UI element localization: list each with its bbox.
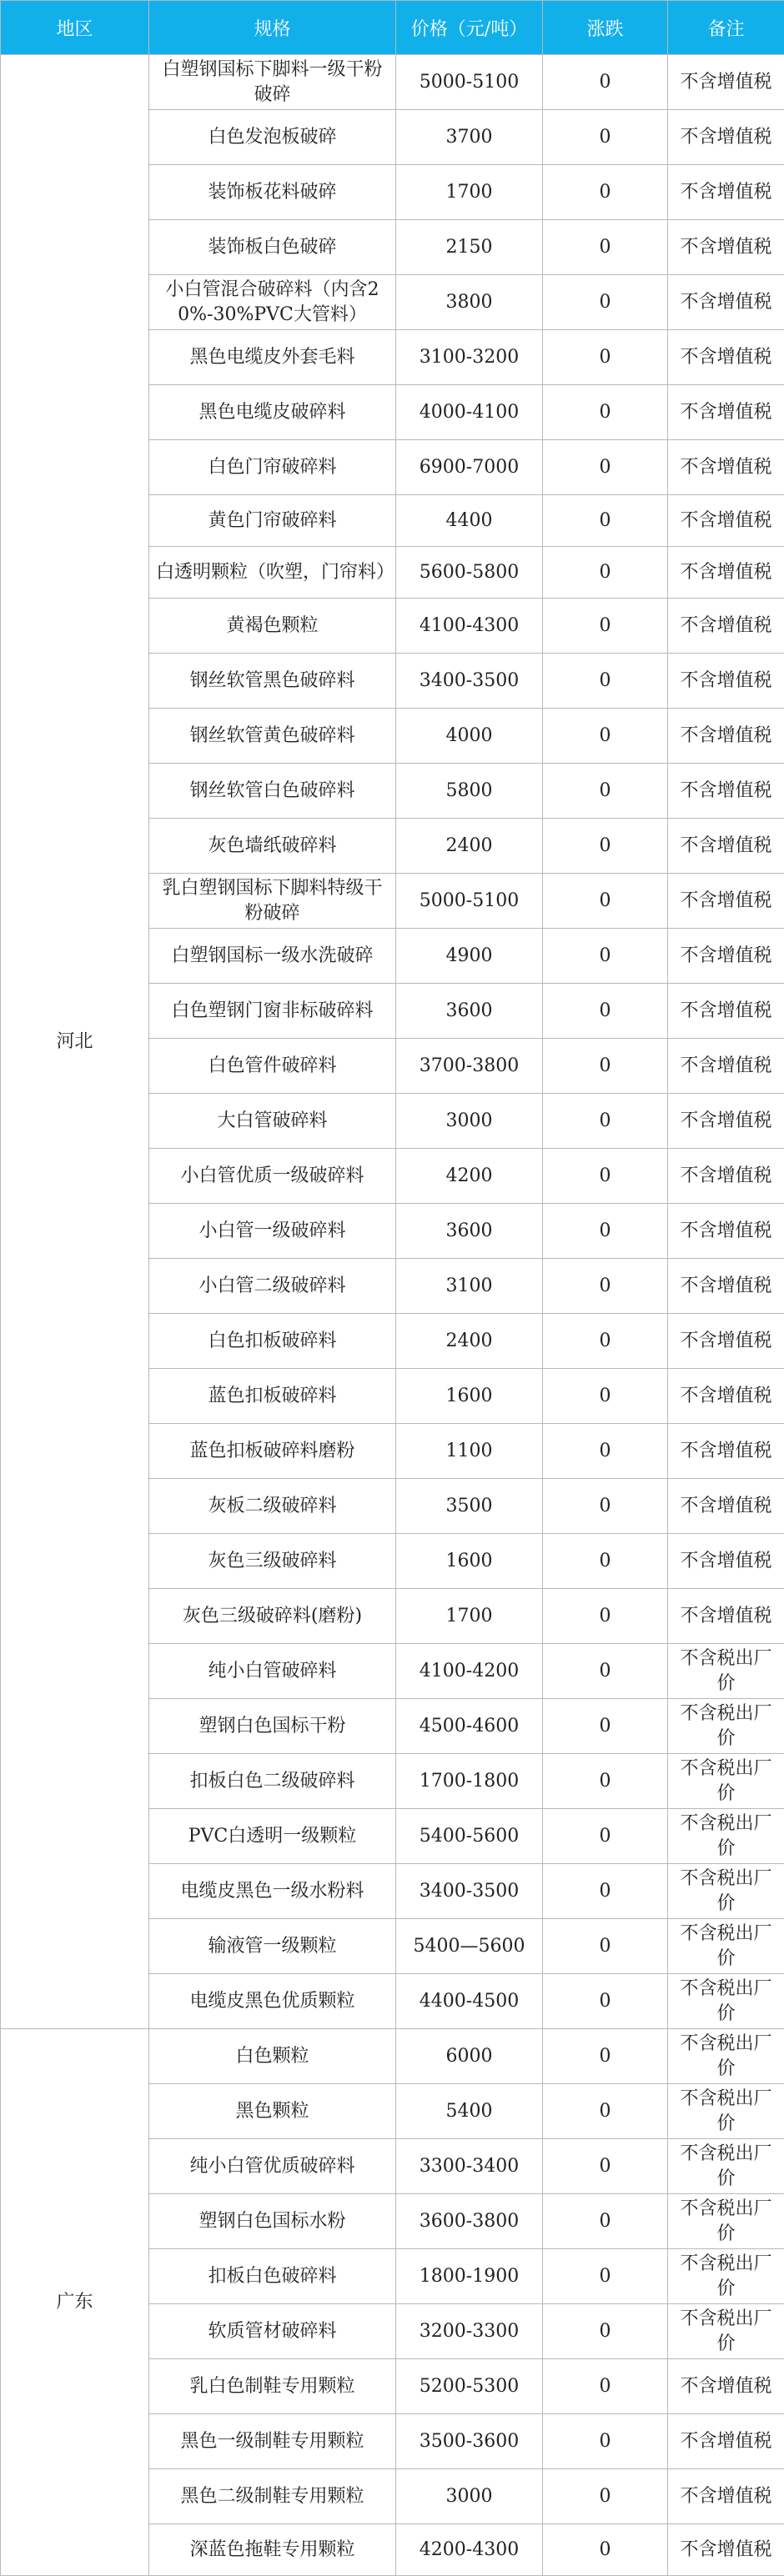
note-cell: 不含增值税 (668, 110, 784, 165)
table-body (1, 55, 784, 2576)
price-cell: 2150 (396, 220, 543, 275)
change-cell: 0 (543, 110, 668, 165)
price-cell: 3700 (396, 110, 543, 165)
note-cell: 不含增值税 (668, 764, 784, 819)
note-cell: 不含增值税 (668, 1589, 784, 1644)
header-change: 涨跌 (543, 1, 668, 55)
spec-cell: 钢丝软管白色破碎料 (149, 764, 396, 819)
change-cell: 0 (543, 2524, 668, 2576)
table-row (1, 2029, 784, 2084)
change-cell: 0 (543, 1589, 668, 1644)
change-cell: 0 (543, 330, 668, 385)
price-cell: 3000 (396, 2469, 543, 2524)
spec-cell: 黑色二级制鞋专用颗粒 (149, 2469, 396, 2524)
note-cell: 不含税出厂价 (668, 1919, 784, 1974)
note-cell: 不含增值税 (668, 220, 784, 275)
change-cell: 0 (543, 1919, 668, 1974)
price-cell: 2400 (396, 819, 543, 874)
price-cell: 3000 (396, 1094, 543, 1149)
price-cell: 1700 (396, 1589, 543, 1644)
spec-cell: 装饰板白色破碎 (149, 220, 396, 275)
change-cell: 0 (543, 2359, 668, 2414)
change-cell: 0 (543, 654, 668, 709)
price-cell: 3500 (396, 1479, 543, 1534)
note-cell: 不含增值税 (668, 929, 784, 984)
note-cell: 不含增值税 (668, 495, 784, 547)
change-cell: 0 (543, 1974, 668, 2029)
spec-cell: 乳白塑钢国标下脚料特级干粉破碎 (149, 874, 396, 929)
change-cell: 0 (543, 1259, 668, 1314)
spec-cell: 灰板二级破碎料 (149, 1479, 396, 1534)
note-cell: 不含税出厂价 (668, 1699, 784, 1754)
change-cell: 0 (543, 1479, 668, 1534)
price-cell: 4500-4600 (396, 1699, 543, 1754)
spec-cell: 黑色电缆皮外套毛料 (149, 330, 396, 385)
note-cell: 不含税出厂价 (668, 2084, 784, 2139)
spec-cell: 白色塑钢门窗非标破碎料 (149, 984, 396, 1039)
note-cell: 不含增值税 (668, 1204, 784, 1259)
note-cell: 不含增值税 (668, 165, 784, 220)
change-cell: 0 (543, 385, 668, 440)
note-cell: 不含增值税 (668, 2359, 784, 2414)
spec-cell: 纯小白管优质破碎料 (149, 2139, 396, 2194)
price-cell: 1700 (396, 165, 543, 220)
spec-cell: 白塑钢国标一级水洗破碎 (149, 929, 396, 984)
change-cell: 0 (543, 874, 668, 929)
price-cell: 5800 (396, 764, 543, 819)
price-cell: 3200-3300 (396, 2304, 543, 2359)
change-cell: 0 (543, 495, 668, 547)
note-cell: 不含增值税 (668, 2524, 784, 2576)
price-cell: 5000-5100 (396, 874, 543, 929)
change-cell: 0 (543, 984, 668, 1039)
spec-cell: 装饰板花料破碎 (149, 165, 396, 220)
price-cell: 3300-3400 (396, 2139, 543, 2194)
spec-cell: 电缆皮黑色一级水粉料 (149, 1864, 396, 1919)
note-cell: 不含税出厂价 (668, 1864, 784, 1919)
note-cell: 不含增值税 (668, 1314, 784, 1369)
change-cell: 0 (543, 165, 668, 220)
spec-cell: 黄色门帘破碎料 (149, 495, 396, 547)
price-cell: 3100-3200 (396, 330, 543, 385)
change-cell: 0 (543, 1314, 668, 1369)
change-cell: 0 (543, 1644, 668, 1699)
change-cell: 0 (543, 547, 668, 599)
price-cell: 4100-4300 (396, 599, 543, 654)
price-cell: 4200 (396, 1149, 543, 1204)
header-spec: 规格 (149, 1, 396, 55)
spec-cell: 乳白色制鞋专用颗粒 (149, 2359, 396, 2414)
change-cell: 0 (543, 2084, 668, 2139)
change-cell: 0 (543, 2469, 668, 2524)
change-cell: 0 (543, 764, 668, 819)
spec-cell: 扣板白色二级破碎料 (149, 1754, 396, 1809)
change-cell: 0 (543, 1424, 668, 1479)
price-cell: 6000 (396, 2029, 543, 2084)
price-cell: 4100-4200 (396, 1644, 543, 1699)
table-row (1, 55, 784, 110)
price-cell: 5200-5300 (396, 2359, 543, 2414)
note-cell: 不含税出厂价 (668, 2029, 784, 2084)
price-cell: 3500-3600 (396, 2414, 543, 2469)
spec-cell: 黑色颗粒 (149, 2084, 396, 2139)
note-cell: 不含税出厂价 (668, 1644, 784, 1699)
price-cell: 5600-5800 (396, 547, 543, 599)
price-cell: 4200-4300 (396, 2524, 543, 2576)
spec-cell: 白色管件破碎料 (149, 1039, 396, 1094)
price-cell: 1600 (396, 1369, 543, 1424)
note-cell: 不含增值税 (668, 1369, 784, 1424)
change-cell: 0 (543, 1864, 668, 1919)
note-cell: 不含增值税 (668, 709, 784, 764)
change-cell: 0 (543, 2249, 668, 2304)
change-cell: 0 (543, 275, 668, 330)
note-cell: 不含增值税 (668, 1479, 784, 1534)
change-cell: 0 (543, 929, 668, 984)
spec-cell: 白色扣板破碎料 (149, 1314, 396, 1369)
note-cell: 不含税出厂价 (668, 1754, 784, 1809)
price-cell: 3100 (396, 1259, 543, 1314)
price-cell: 3800 (396, 275, 543, 330)
change-cell: 0 (543, 2139, 668, 2194)
spec-cell: 黄褐色颗粒 (149, 599, 396, 654)
change-cell: 0 (543, 220, 668, 275)
spec-cell: 蓝色扣板破碎料 (149, 1369, 396, 1424)
price-cell: 4400-4500 (396, 1974, 543, 2029)
spec-cell: 输液管一级颗粒 (149, 1919, 396, 1974)
spec-cell: 钢丝软管黄色破碎料 (149, 709, 396, 764)
note-cell: 不含增值税 (668, 1259, 784, 1314)
change-cell: 0 (543, 55, 668, 110)
spec-cell: 白色门帘破碎料 (149, 440, 396, 495)
price-cell: 4400 (396, 495, 543, 547)
price-cell: 5400—5600 (396, 1919, 543, 1974)
spec-cell: 白透明颗粒（吹塑，门帘料） (149, 547, 396, 599)
change-cell: 0 (543, 1699, 668, 1754)
spec-cell: 黑色电缆皮破碎料 (149, 385, 396, 440)
region-cell: 广东 (1, 2029, 149, 2576)
note-cell: 不含增值税 (668, 654, 784, 709)
note-cell: 不含税出厂价 (668, 2194, 784, 2249)
spec-cell: 钢丝软管黑色破碎料 (149, 654, 396, 709)
spec-cell: 小白管优质一级破碎料 (149, 1149, 396, 1204)
change-cell: 0 (543, 1809, 668, 1864)
note-cell: 不含增值税 (668, 275, 784, 330)
price-cell: 4000 (396, 709, 543, 764)
price-cell: 3700-3800 (396, 1039, 543, 1094)
header-price: 价格（元/吨） (396, 1, 543, 55)
spec-cell: 蓝色扣板破碎料磨粉 (149, 1424, 396, 1479)
header-row (1, 1, 784, 55)
spec-cell: 白色发泡板破碎 (149, 110, 396, 165)
price-cell: 6900-7000 (396, 440, 543, 495)
spec-cell: 塑钢白色国标干粉 (149, 1699, 396, 1754)
note-cell: 不含增值税 (668, 385, 784, 440)
change-cell: 0 (543, 1094, 668, 1149)
region-cell: 河北 (1, 55, 149, 2029)
price-cell: 1600 (396, 1534, 543, 1589)
note-cell: 不含增值税 (668, 440, 784, 495)
price-cell: 1800-1900 (396, 2249, 543, 2304)
spec-cell: 软质管材破碎料 (149, 2304, 396, 2359)
price-cell: 5400 (396, 2084, 543, 2139)
spec-cell: 小白管一级破碎料 (149, 1204, 396, 1259)
spec-cell: 深蓝色拖鞋专用颗粒 (149, 2524, 396, 2576)
spec-cell: 灰色三级破碎料(磨粉) (149, 1589, 396, 1644)
price-cell: 3600 (396, 984, 543, 1039)
note-cell: 不含增值税 (668, 1039, 784, 1094)
note-cell: 不含税出厂价 (668, 2249, 784, 2304)
note-cell: 不含税出厂价 (668, 1974, 784, 2029)
note-cell: 不含增值税 (668, 874, 784, 929)
change-cell: 0 (543, 2414, 668, 2469)
price-cell: 2400 (396, 1314, 543, 1369)
spec-cell: 黑色一级制鞋专用颗粒 (149, 2414, 396, 2469)
note-cell: 不含增值税 (668, 1149, 784, 1204)
note-cell: 不含税出厂价 (668, 2139, 784, 2194)
change-cell: 0 (543, 1754, 668, 1809)
price-cell: 1700-1800 (396, 1754, 543, 1809)
price-cell: 3400-3500 (396, 1864, 543, 1919)
spec-cell: 小白管二级破碎料 (149, 1259, 396, 1314)
price-cell: 3600-3800 (396, 2194, 543, 2249)
change-cell: 0 (543, 2194, 668, 2249)
note-cell: 不含增值税 (668, 55, 784, 110)
price-cell: 3600 (396, 1204, 543, 1259)
spec-cell: 小白管混合破碎料（内含20%-30%PVC大管料） (149, 275, 396, 330)
spec-cell: 纯小白管破碎料 (149, 1644, 396, 1699)
note-cell: 不含增值税 (668, 984, 784, 1039)
change-cell: 0 (543, 819, 668, 874)
price-cell: 5400-5600 (396, 1809, 543, 1864)
note-cell: 不含增值税 (668, 2469, 784, 2524)
spec-cell: 塑钢白色国标水粉 (149, 2194, 396, 2249)
spec-cell: 电缆皮黑色优质颗粒 (149, 1974, 396, 2029)
note-cell: 不含增值税 (668, 1424, 784, 1479)
header-region: 地区 (1, 1, 149, 55)
note-cell: 不含增值税 (668, 819, 784, 874)
spec-cell: PVC白透明一级颗粒 (149, 1809, 396, 1864)
price-cell: 1100 (396, 1424, 543, 1479)
price-cell: 3400-3500 (396, 654, 543, 709)
note-cell: 不含增值税 (668, 599, 784, 654)
change-cell: 0 (543, 2029, 668, 2084)
change-cell: 0 (543, 1039, 668, 1094)
header-note: 备注 (668, 1, 784, 55)
change-cell: 0 (543, 1149, 668, 1204)
spec-cell: 扣板白色破碎料 (149, 2249, 396, 2304)
spec-cell: 白色颗粒 (149, 2029, 396, 2084)
spec-cell: 大白管破碎料 (149, 1094, 396, 1149)
note-cell: 不含增值税 (668, 1534, 784, 1589)
note-cell: 不含增值税 (668, 2414, 784, 2469)
change-cell: 0 (543, 1204, 668, 1259)
change-cell: 0 (543, 2304, 668, 2359)
change-cell: 0 (543, 1369, 668, 1424)
price-cell: 4900 (396, 929, 543, 984)
spec-cell: 灰色三级破碎料 (149, 1534, 396, 1589)
note-cell: 不含增值税 (668, 547, 784, 599)
note-cell: 不含税出厂价 (668, 1809, 784, 1864)
note-cell: 不含增值税 (668, 1094, 784, 1149)
price-cell: 5000-5100 (396, 55, 543, 110)
spec-cell: 灰色墙纸破碎料 (149, 819, 396, 874)
change-cell: 0 (543, 440, 668, 495)
change-cell: 0 (543, 709, 668, 764)
change-cell: 0 (543, 1534, 668, 1589)
note-cell: 不含增值税 (668, 330, 784, 385)
spec-cell: 白塑钢国标下脚料一级干粉破碎 (149, 55, 396, 110)
note-cell: 不含税出厂价 (668, 2304, 784, 2359)
change-cell: 0 (543, 599, 668, 654)
price-cell: 4000-4100 (396, 385, 543, 440)
